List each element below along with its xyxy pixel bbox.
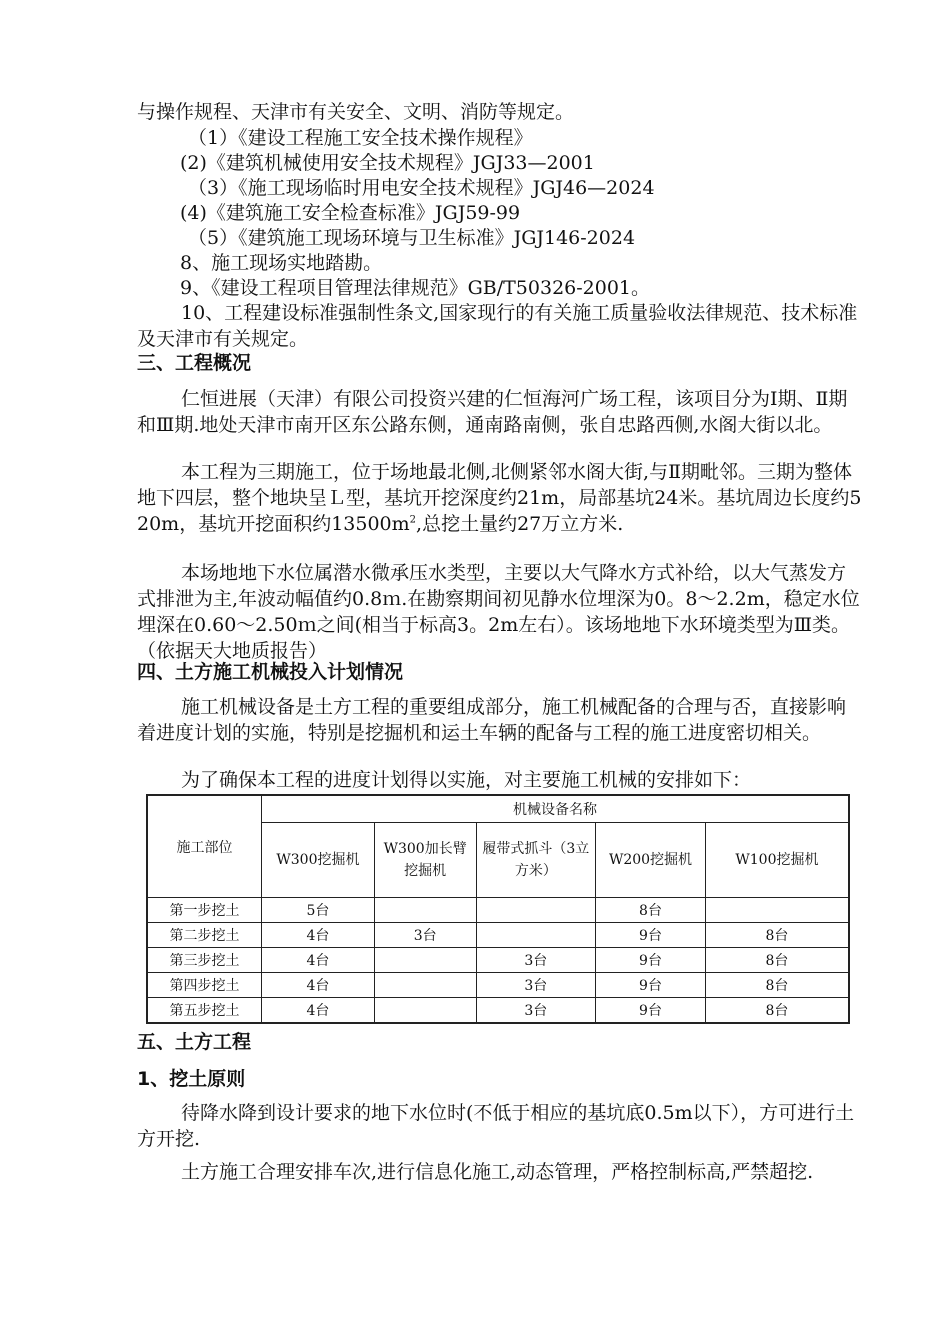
table-cell: 8台: [705, 923, 849, 948]
paragraph: 仁恒进展（天津）有限公司投资兴建的仁恒海河广场工程，该项目分为Ⅰ期、Ⅱ期和Ⅲ期.地处天津市南开区东公路东侧，通南路南侧，张自忠路西侧,水阁大街以北。: [137, 388, 848, 436]
table-cell: 4台: [262, 998, 375, 1024]
section-heading-5: 五、土方工程: [137, 1031, 252, 1053]
table-cell: [374, 898, 476, 923]
paragraph-text: ,总挖土量约27万立方米.: [416, 513, 624, 535]
table-cell: [374, 973, 476, 998]
table-cell: 9台: [596, 948, 706, 973]
section-heading-4: 四、土方施工机械投入计划情况: [137, 661, 404, 683]
table-cell: 5台: [262, 898, 375, 923]
table-header-col: W300挖掘机: [262, 823, 375, 898]
paragraph-text: 本工程为三期施工，位于场地最北侧,北侧紧邻水阁大街,与Ⅱ期毗邻。三期为整体地下四层，整个地块呈Ｌ型，基坑开挖深度约21m，局部基坑24米。基坑周边长度约520m，基坑开挖面积约13500m: [137, 461, 862, 535]
table-cell: [476, 923, 596, 948]
table-cell: [374, 998, 476, 1024]
paragraph: 土方施工合理安排车次,进行信息化施工,动态管理，严格控制标高,严禁超挖.: [181, 1161, 814, 1183]
table-cell: 第三步挖土: [147, 948, 262, 973]
table-cell: 3台: [476, 998, 596, 1024]
section-heading-3: 三、工程概况: [137, 352, 252, 374]
table-row: [147, 998, 849, 1024]
table-cell: 9台: [596, 998, 706, 1024]
standard-item-3: （3）《施工现场临时用电安全技术规程》JGJ46—2024: [188, 177, 655, 199]
table-header-col: W200挖掘机: [596, 823, 706, 898]
subsection-heading: 1、挖土原则: [137, 1068, 246, 1090]
table-cell: [476, 898, 596, 923]
table-cell: 3台: [374, 923, 476, 948]
table-cell: 8台: [705, 998, 849, 1024]
table-cell: 3台: [476, 948, 596, 973]
paragraph: 本场地地下水位属潜水微承压水类型，主要以大气降水方式补给，以大气蒸发方式排泄为主,年波动幅值约0.8ｍ.在勘察期间初见静水位埋深为0。8～2.2m，稳定水位埋深在0.60～2.50ｍ之间(相当于标高3。2m左右）。该场地地下水环境类型为Ⅲ类。（依据天大地质报告）: [137, 562, 860, 662]
standard-item-1: （1）《建设工程施工安全技术操作规程》: [188, 127, 533, 149]
table-cell: 第五步挖土: [147, 998, 262, 1024]
table-row: [147, 923, 849, 948]
table-cell: 8台: [705, 948, 849, 973]
table-cell: 4台: [262, 948, 375, 973]
table-row: [147, 948, 849, 973]
superscript: 2: [409, 514, 417, 526]
paragraph: [137, 459, 862, 537]
table-cell: [374, 948, 476, 973]
table-header-col: W100挖掘机: [705, 823, 849, 898]
table-cell: 8台: [596, 898, 706, 923]
table-cell: 8台: [705, 973, 849, 998]
table-cell: 第二步挖土: [147, 923, 262, 948]
standard-item-4: (4)《建筑施工安全检查标准》JGJ59-99: [180, 202, 521, 224]
table-cell: 第四步挖土: [147, 973, 262, 998]
standard-item-5: （5）《建筑施工现场环境与卫生标准》JGJ146-2024: [188, 227, 636, 249]
machinery-table: [146, 794, 850, 1024]
table-header-part: 施工部位: [147, 795, 262, 898]
table-cell: 9台: [596, 973, 706, 998]
table-cell: 3台: [476, 973, 596, 998]
text-line: 与操作规程、天津市有关安全、文明、消防等规定。: [137, 101, 575, 123]
table-cell: 4台: [262, 973, 375, 998]
basis-item-10: 10、工程建设标准强制性条文,国家现行的有关施工质量验收法律规范、技术标准及天津市有关规定。: [137, 302, 858, 350]
table-cell: 9台: [596, 923, 706, 948]
paragraph: 待降水降到设计要求的地下水位时(不低于相应的基坑底0.5m以下），方可进行土方开挖.: [137, 1102, 855, 1150]
paragraph: 为了确保本工程的进度计划得以实施，对主要施工机械的安排如下：: [181, 769, 752, 791]
table-header-col: W300加长臂挖掘机: [374, 823, 476, 898]
table-header-group: 机械设备名称: [262, 795, 849, 823]
table-row: [147, 973, 849, 998]
table-cell: 4台: [262, 923, 375, 948]
table-cell: 第一步挖土: [147, 898, 262, 923]
table-row: [147, 898, 849, 923]
basis-item-9: 9、《建设工程项目管理法律规范》GB/T50326-2001。: [180, 277, 651, 299]
table-header-col: 履带式抓斗（3立方米）: [476, 823, 596, 898]
standard-item-2: (2)《建筑机械使用安全技术规程》JGJ33—2001: [180, 152, 595, 174]
paragraph: 施工机械设备是土方工程的重要组成部分，施工机械配备的合理与否，直接影响着进度计划的实施，特别是挖掘机和运土车辆的配备与工程的施工进度密切相关。: [137, 696, 847, 744]
basis-item-8: 8、施工现场实地踏勘。: [180, 252, 383, 274]
table-cell: [705, 898, 849, 923]
